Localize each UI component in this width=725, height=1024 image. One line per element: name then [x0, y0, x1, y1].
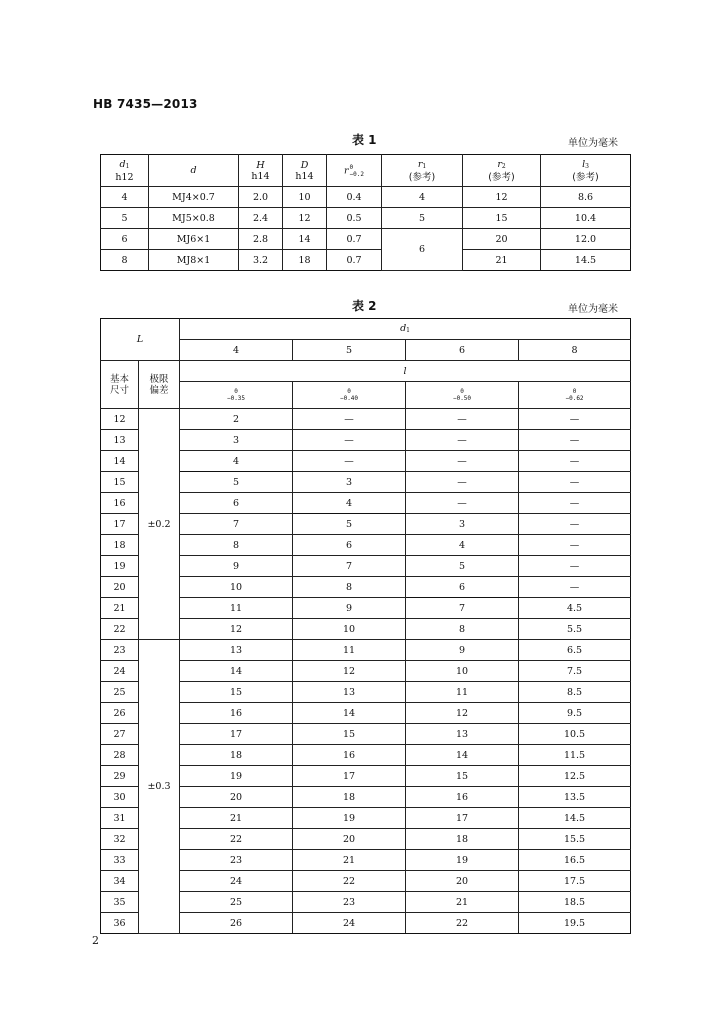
- l-value-cell: 22: [180, 829, 293, 850]
- table1-head-r2: r2 (参考): [463, 155, 541, 187]
- basic-size-cell: 25: [101, 682, 139, 703]
- table2-header-row-3: [101, 361, 631, 382]
- l-value-cell: 15.5: [519, 829, 631, 850]
- l-value-cell: 20: [293, 829, 406, 850]
- basic-size-cell: 13: [101, 430, 139, 451]
- l-value-cell: —: [519, 493, 631, 514]
- table2-header-row-2: [101, 340, 631, 361]
- cell: MJ4×0.7: [149, 187, 239, 208]
- l-value-cell: 13: [406, 724, 519, 745]
- l-value-cell: 14.5: [519, 808, 631, 829]
- table-row: [101, 766, 631, 787]
- l-value-cell: —: [406, 493, 519, 514]
- l-value-cell: 14: [180, 661, 293, 682]
- table-row: [101, 787, 631, 808]
- table-row: [101, 250, 631, 271]
- l-value-cell: 21: [180, 808, 293, 829]
- l-value-cell: 17: [406, 808, 519, 829]
- table-row: [101, 577, 631, 598]
- cell: 15: [463, 208, 541, 229]
- table2-head-tolerance: 0 −0.50: [406, 382, 519, 409]
- l-value-cell: 21: [293, 850, 406, 871]
- l-value-cell: 3: [406, 514, 519, 535]
- l-value-cell: 18: [293, 787, 406, 808]
- basic-size-cell: 36: [101, 913, 139, 934]
- l-value-cell: —: [293, 430, 406, 451]
- l-value-cell: 6: [406, 577, 519, 598]
- cell: 21: [463, 250, 541, 271]
- table2-header-row-4: [101, 382, 631, 409]
- table2-head-L: L: [101, 319, 180, 361]
- table2-head-d1-value: 5: [293, 340, 406, 361]
- basic-size-cell: 17: [101, 514, 139, 535]
- l-value-cell: 24: [293, 913, 406, 934]
- l-value-cell: 16: [406, 787, 519, 808]
- l-value-cell: 3: [180, 430, 293, 451]
- table2-unit: 单位为毫米: [568, 304, 618, 315]
- l-value-cell: 6: [180, 493, 293, 514]
- l-value-cell: 15: [406, 766, 519, 787]
- l-value-cell: 22: [293, 871, 406, 892]
- l-value-cell: —: [406, 451, 519, 472]
- table-row: [101, 829, 631, 850]
- l-value-cell: 20: [180, 787, 293, 808]
- cell: 0.7: [327, 229, 382, 250]
- table-row: [101, 229, 631, 250]
- basic-size-cell: 22: [101, 619, 139, 640]
- l-value-cell: 14: [406, 745, 519, 766]
- l-value-cell: 10: [406, 661, 519, 682]
- cell: 5: [101, 208, 149, 229]
- l-value-cell: 4: [180, 451, 293, 472]
- l-value-cell: 4: [293, 493, 406, 514]
- table2-head-tolerance: 0 −0.62: [519, 382, 631, 409]
- l-value-cell: 23: [180, 850, 293, 871]
- table1-head-D: D h14: [283, 155, 327, 187]
- l-value-cell: 17: [293, 766, 406, 787]
- cell: MJ5×0.8: [149, 208, 239, 229]
- table-row: [101, 661, 631, 682]
- table1-unit: 单位为毫米: [568, 138, 618, 149]
- basic-size-cell: 27: [101, 724, 139, 745]
- table-row: [101, 682, 631, 703]
- cell: 5: [382, 208, 463, 229]
- l-value-cell: 4: [406, 535, 519, 556]
- l-value-cell: 7: [180, 514, 293, 535]
- cell: MJ6×1: [149, 229, 239, 250]
- l-value-cell: 5: [406, 556, 519, 577]
- l-value-cell: 13.5: [519, 787, 631, 808]
- cell: 14.5: [541, 250, 631, 271]
- basic-size-cell: 24: [101, 661, 139, 682]
- cell: 6: [101, 229, 149, 250]
- l-value-cell: 4.5: [519, 598, 631, 619]
- l-value-cell: 19: [180, 766, 293, 787]
- l-value-cell: 10: [180, 577, 293, 598]
- basic-size-cell: 23: [101, 640, 139, 661]
- table-row: [101, 619, 631, 640]
- basic-size-cell: 26: [101, 703, 139, 724]
- l-value-cell: 19: [293, 808, 406, 829]
- l-value-cell: 13: [293, 682, 406, 703]
- l-value-cell: 18: [180, 745, 293, 766]
- basic-size-cell: 14: [101, 451, 139, 472]
- l-value-cell: 8.5: [519, 682, 631, 703]
- table1-head-l3: l3 (参考): [541, 155, 631, 187]
- l-value-cell: 11: [406, 682, 519, 703]
- table2-head-d1-value: 6: [406, 340, 519, 361]
- l-value-cell: —: [406, 409, 519, 430]
- table2-head-limit-deviation: 极限 偏差: [139, 361, 180, 409]
- deviation-cell: ±0.3: [139, 640, 180, 934]
- l-value-cell: 17: [180, 724, 293, 745]
- l-value-cell: 15: [293, 724, 406, 745]
- table-row: [101, 430, 631, 451]
- cell: 8: [101, 250, 149, 271]
- l-value-cell: 10.5: [519, 724, 631, 745]
- table-row: [101, 451, 631, 472]
- page-number: 2: [92, 934, 99, 947]
- l-value-cell: 19: [406, 850, 519, 871]
- cell: 10: [283, 187, 327, 208]
- l-value-cell: —: [293, 451, 406, 472]
- table-row: [101, 892, 631, 913]
- l-value-cell: 16.5: [519, 850, 631, 871]
- l-value-cell: —: [406, 472, 519, 493]
- table1-head-d1: d1 h12: [101, 155, 149, 187]
- l-value-cell: 11: [180, 598, 293, 619]
- table-row: [101, 871, 631, 892]
- table-row: [101, 535, 631, 556]
- table-row: [101, 808, 631, 829]
- l-value-cell: 21: [406, 892, 519, 913]
- cell: 2.8: [239, 229, 283, 250]
- table-row: [101, 598, 631, 619]
- table2-head-l: l: [180, 361, 631, 382]
- l-value-cell: 14: [293, 703, 406, 724]
- table-row: [101, 703, 631, 724]
- l-value-cell: 7: [406, 598, 519, 619]
- basic-size-cell: 32: [101, 829, 139, 850]
- basic-size-cell: 33: [101, 850, 139, 871]
- basic-size-cell: 29: [101, 766, 139, 787]
- l-value-cell: —: [519, 472, 631, 493]
- cell: 0.5: [327, 208, 382, 229]
- l-value-cell: 20: [406, 871, 519, 892]
- deviation-cell: ±0.2: [139, 409, 180, 640]
- l-value-cell: 6.5: [519, 640, 631, 661]
- table1-caption: 表 1: [352, 133, 377, 147]
- l-value-cell: 16: [180, 703, 293, 724]
- l-value-cell: 8: [180, 535, 293, 556]
- l-value-cell: —: [519, 409, 631, 430]
- table2-head-d1-value: 8: [519, 340, 631, 361]
- table1-head-d: d: [149, 155, 239, 187]
- l-value-cell: 3: [293, 472, 406, 493]
- l-value-cell: 9: [293, 598, 406, 619]
- cell: MJ8×1: [149, 250, 239, 271]
- l-value-cell: 2: [180, 409, 293, 430]
- basic-size-cell: 12: [101, 409, 139, 430]
- l-value-cell: —: [519, 430, 631, 451]
- l-value-cell: 10: [293, 619, 406, 640]
- table1-head-r1: r1 (参考): [382, 155, 463, 187]
- table1-head-H: H h14: [239, 155, 283, 187]
- l-value-cell: 12: [293, 661, 406, 682]
- cell: 12.0: [541, 229, 631, 250]
- table-row: [101, 409, 631, 430]
- l-value-cell: 5: [293, 514, 406, 535]
- l-value-cell: 5.5: [519, 619, 631, 640]
- basic-size-cell: 18: [101, 535, 139, 556]
- basic-size-cell: 21: [101, 598, 139, 619]
- table-row: [101, 514, 631, 535]
- table2-head-basic-size: 基本 尺寸: [101, 361, 139, 409]
- basic-size-cell: 31: [101, 808, 139, 829]
- l-value-cell: 8: [293, 577, 406, 598]
- l-value-cell: —: [293, 409, 406, 430]
- table-row: [101, 472, 631, 493]
- l-value-cell: 7: [293, 556, 406, 577]
- basic-size-cell: 30: [101, 787, 139, 808]
- cell: 0.7: [327, 250, 382, 271]
- basic-size-cell: 35: [101, 892, 139, 913]
- cell: 10.4: [541, 208, 631, 229]
- l-value-cell: 13: [180, 640, 293, 661]
- table1: [100, 154, 631, 271]
- l-value-cell: 12: [406, 703, 519, 724]
- l-value-cell: 5: [180, 472, 293, 493]
- l-value-cell: —: [519, 556, 631, 577]
- cell: 14: [283, 229, 327, 250]
- basic-size-cell: 20: [101, 577, 139, 598]
- l-value-cell: 17.5: [519, 871, 631, 892]
- basic-size-cell: 19: [101, 556, 139, 577]
- table-row: [101, 493, 631, 514]
- standard-code: HB 7435—2013: [93, 97, 198, 111]
- table2: [100, 318, 631, 934]
- table-row: [101, 850, 631, 871]
- table2-header-row-1: [101, 319, 631, 340]
- cell: 2.0: [239, 187, 283, 208]
- basic-size-cell: 15: [101, 472, 139, 493]
- cell-merged: 6: [382, 229, 463, 271]
- l-value-cell: 23: [293, 892, 406, 913]
- l-value-cell: 11.5: [519, 745, 631, 766]
- table-row: [101, 913, 631, 934]
- cell: 12: [283, 208, 327, 229]
- cell: 20: [463, 229, 541, 250]
- l-value-cell: 16: [293, 745, 406, 766]
- l-value-cell: —: [519, 514, 631, 535]
- l-value-cell: 12.5: [519, 766, 631, 787]
- l-value-cell: 6: [293, 535, 406, 556]
- l-value-cell: 11: [293, 640, 406, 661]
- cell: 0.4: [327, 187, 382, 208]
- l-value-cell: —: [519, 535, 631, 556]
- table1-head-r: r 0 −0.2: [327, 155, 382, 187]
- cell: 8.6: [541, 187, 631, 208]
- l-value-cell: —: [519, 577, 631, 598]
- l-value-cell: —: [519, 451, 631, 472]
- l-value-cell: 26: [180, 913, 293, 934]
- cell: 12: [463, 187, 541, 208]
- table1-header-row: [101, 155, 631, 187]
- table-row: [101, 745, 631, 766]
- table-row: [101, 724, 631, 745]
- cell: 3.2: [239, 250, 283, 271]
- basic-size-cell: 34: [101, 871, 139, 892]
- basic-size-cell: 28: [101, 745, 139, 766]
- cell: 18: [283, 250, 327, 271]
- l-value-cell: 25: [180, 892, 293, 913]
- l-value-cell: 24: [180, 871, 293, 892]
- basic-size-cell: 16: [101, 493, 139, 514]
- table2-body: [101, 409, 631, 934]
- l-value-cell: —: [406, 430, 519, 451]
- l-value-cell: 19.5: [519, 913, 631, 934]
- l-value-cell: 18.5: [519, 892, 631, 913]
- l-value-cell: 7.5: [519, 661, 631, 682]
- cell: 2.4: [239, 208, 283, 229]
- l-value-cell: 9: [406, 640, 519, 661]
- l-value-cell: 22: [406, 913, 519, 934]
- table-row: [101, 640, 631, 661]
- l-value-cell: 18: [406, 829, 519, 850]
- table2-head-d1-value: 4: [180, 340, 293, 361]
- cell: 4: [382, 187, 463, 208]
- l-value-cell: 9: [180, 556, 293, 577]
- l-value-cell: 8: [406, 619, 519, 640]
- table-row: [101, 187, 631, 208]
- l-value-cell: 9.5: [519, 703, 631, 724]
- l-value-cell: 12: [180, 619, 293, 640]
- table-row: [101, 556, 631, 577]
- table2-head-tolerance: 0 −0.35: [180, 382, 293, 409]
- table2-head-tolerance: 0 −0.40: [293, 382, 406, 409]
- table2-head-d1: d1: [180, 319, 631, 340]
- l-value-cell: 15: [180, 682, 293, 703]
- table-row: [101, 208, 631, 229]
- cell: 4: [101, 187, 149, 208]
- table2-caption: 表 2: [352, 299, 377, 313]
